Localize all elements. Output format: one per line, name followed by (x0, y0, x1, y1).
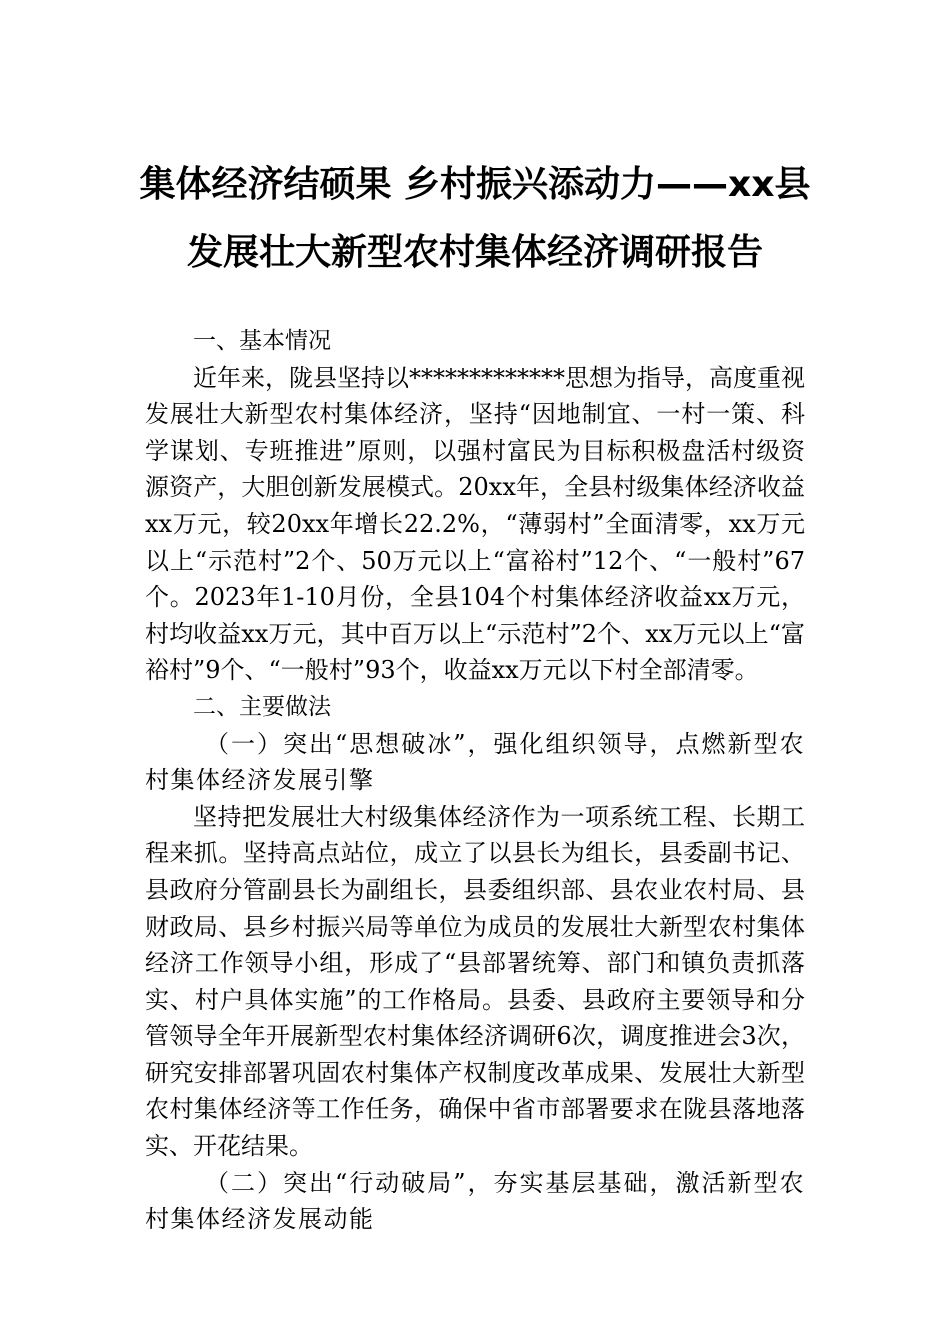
document-title-line-1: 集体经济结硕果 乡村振兴添动力——xx县 (139, 164, 811, 205)
document-body (145, 323, 805, 1238)
document-title-line-2: 发展壮大新型农村集体经济调研报告 (186, 232, 763, 273)
section-heading-main-practices: 二、主要做法 (193, 693, 331, 720)
paragraph-basic-situation: 近年来，陇县坚持以*************思想为指导，高度重视发展壮大新型农村集体经济，坚持“因地制宜、一村一策、科学谋划、专班推进”原则，以强村富民为目标积极盘活村级资源资产，大胆创新发展模式。20xx年，全县村级集体经济收益xx万元，较20xx年增长22.2%，“薄弱村”全面清零，xx万元以上“示范村”2个、50万元以上“富裕村”12个、“一般村”67个。2023年1-10月份，全县104个村集体经济收益xx万元，村均收益xx万元，其中百万以上“示范村”2个、xx万元以上“富裕村”9个、“一般村”93个，收益xx万元以下村全部清零。 (145, 363, 805, 685)
subsection-heading-1: （一）突出“思想破冰”，强化组织领导，点燃新型农村集体经济发展引擎 (145, 729, 805, 795)
paragraph-subsection-1: 坚持把发展壮大村级集体经济作为一项系统工程、长期工程来抓。坚持高点站位，成立了以县长为组长，县委副书记、县政府分管副县长为副组长，县委组织部、县农业农村局、县财政局、县乡村振兴局等单位为成员的发展壮大新型农村集体经济工作领导小组，形成了“县部署统筹、部门和镇负责抓落实、村户具体实施”的工作格局。县委、县政府主要领导和分管领导全年开展新型农村集体经济调研6次，调度推进会3次，研究安排部署巩固农村集体产权制度改革成果、发展壮大新型农村集体经济等工作任务，确保中省市部署要求在陇县落地落实、开花结果。 (145, 802, 805, 1161)
subsection-heading-2: （二）突出“行动破局”，夯实基层基础，激活新型农村集体经济发展动能 (145, 1168, 805, 1234)
section-heading-basic-situation: 一、基本情况 (193, 328, 331, 354)
